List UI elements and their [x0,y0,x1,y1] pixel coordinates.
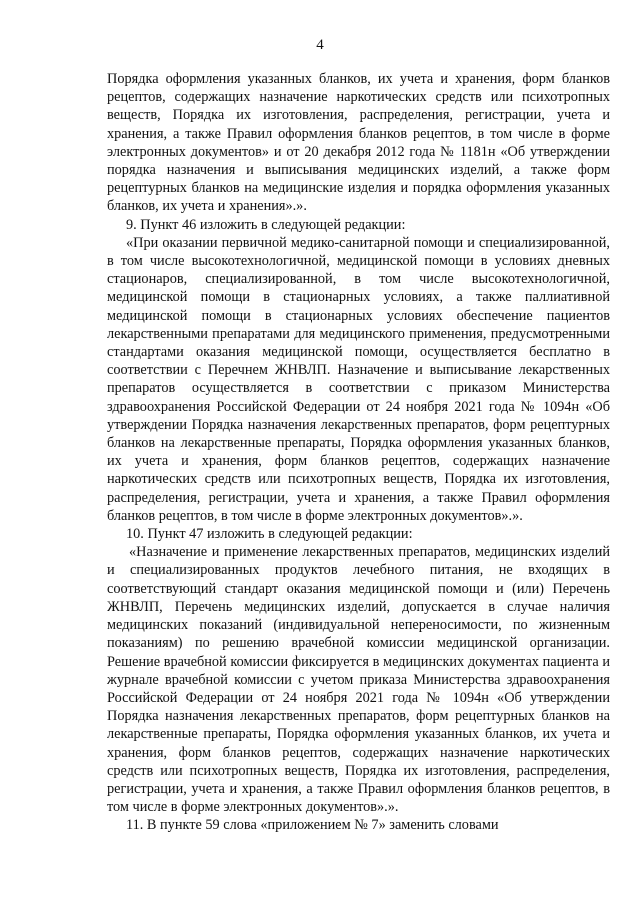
paragraph-item-47-text: «Назначение и применение лекарственных препаратов, медицинских изделий и специализированных продуктов лечебного питания, не входящих в соответствующий стандарт оказания медицинской помощи и (или) Перечень ЖНВЛП, Перечень медицинских изделий, допускается в случае наличия медицинских показаний (индивидуальной непереносимости, по жизненным показаниям) по решению врачебной комиссии медицинской организации. Решение врачебной комиссии фиксируется в медицинских документах пациента и журнале врачебной комиссии с учетом приказа Министерства здравоохранения Российской Федерации от 24 ноября 2021 года № 1094н «Об утверждении Порядка назначения лекарственных препаратов, форм рецептурных бланков на лекарственные препараты, Порядка оформления указанных бланков, их учета и хранения, форм бланков рецептов, содержащих назначение наркотических средств или психотропных веществ, Порядка их изготовления, распределения, регистрации, учета и хранения, а также Правил оформления бланков рецептов, в том числе в форме электронных документов».». [107,544,610,816]
paragraph-item-11: 11. В пункте 59 слова «приложением № 7» заменить словами [126,817,499,834]
paragraph-item-46-text: «При оказании первичной медико-санитарной помощи и специализированной, в том числе высокотехнологичной, медицинской помощи в условиях дневных стационаров, специализированной, в том числе высокотехнологичной, медицинской помощи в стационарных условиях, а также паллиативной медицинской помощи в стационарных условиях обеспечение пациентов лекарственными препаратами для медицинского применения, предусмотренными стандартами оказания медицинской помощи, осуществляется бесплатно в соответствии с Перечнем ЖНВЛП. Назначение и выписывание лекарственных препаратов осуществляется в соответствии с приказом Министерства здравоохранения Российской Федерации от 24 ноября 2021 года № 1094н «Об утверждении Порядка назначения лекарственных препаратов, форм рецептурных бланков на лекарственные препараты, Порядка оформления указанных бланков, их учета и хранения, форм бланков рецептов, содержащих назначение наркотических средств или психотропных веществ, Порядка их изготовления, распределения, регистрации, учета и хранения, а также Правил оформления бланков рецептов, в том числе в форме электронных документов».». [107,234,610,524]
document-body [107,70,610,835]
page-number: 4 [316,37,324,53]
paragraph-item-10: 10. Пункт 47 изложить в следующей редакции: [126,526,413,543]
paragraph-item-9: 9. Пункт 46 изложить в следующей редакции: [126,216,406,233]
paragraph-continuation: Порядка оформления указанных бланков, их учета и хранения, форм бланков рецептов, содержащих назначение наркотических средств или психотропных веществ, Порядка их изготовления, распределения, регистрации, учета и хранения, а также Правил оформления бланков рецептов, в том числе в форме электронных документов» и от 20 декабря 2012 года № 1181н «Об утверждении порядка назначения и выписывания медицинских изделий, а также форм рецептурных бланков на медицинские изделия и порядка оформления указанных бланков, их учета и хранения».». [107,71,610,215]
